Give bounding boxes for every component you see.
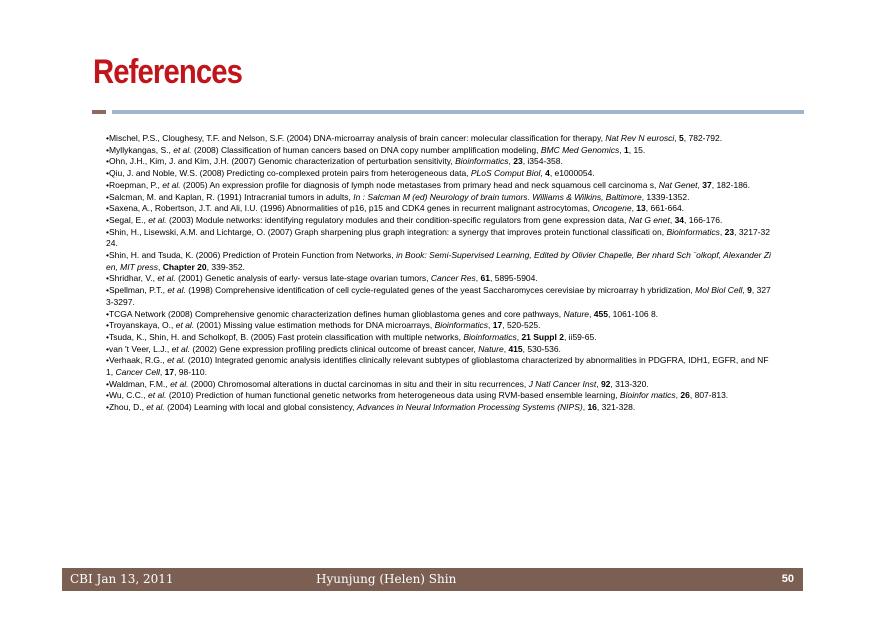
reference-text: (2001) Missing value estimation methods for DNA microarrays, (194, 320, 435, 331)
reference-italic: et al. (175, 320, 195, 331)
reference-italic: Bioinformatics (666, 226, 720, 237)
reference-text: , 98-110. (174, 367, 207, 378)
reference-text: •Myllykangas, S., (106, 144, 174, 155)
reference-item (106, 344, 772, 356)
reference-text: , (596, 378, 601, 389)
reference-italic: Cancer Cell (115, 367, 160, 378)
reference-text: •Verhaak, R.G., (106, 355, 168, 366)
reference-italic: Oncogene (592, 203, 632, 214)
reference-italic: J Natl Cancer Inst (528, 378, 597, 389)
reference-text: , (674, 133, 680, 143)
reference-text: (2010) Integrated genomic analysis identifies clinically relevant subtypes of glioblastoma characterized by abnormalities in PDGFRA, IDH1, EGFR, and NF1, (106, 355, 769, 378)
reference-item (106, 309, 772, 321)
reference-text: , (159, 367, 165, 378)
reference-bold: 23 (513, 156, 523, 167)
reference-bold: 16 (587, 402, 597, 413)
reference-italic: et al. (162, 179, 181, 190)
reference-bold: 61 (480, 273, 490, 284)
reference-item (106, 285, 772, 308)
reference-text: , (742, 285, 748, 296)
reference-text: •Shin, H., Lisewski, A.M. and Lichtarge, O. (2007) Graph sharpening plus graph integration: a synergy that improves protein functional classificati on, (106, 226, 667, 237)
reference-italic: et al. (173, 144, 192, 155)
reference-italic: Bioinformatics (463, 331, 517, 342)
reference-text: (2010) Prediction of human functional genetic networks from heterogeneous data using RVM-based ensemble learning, (166, 390, 620, 401)
reference-list (106, 133, 772, 414)
reference-italic: BMC Med Genomics (540, 144, 620, 155)
reference-italic: et al. (167, 285, 186, 296)
reference-text: , (619, 144, 624, 155)
reference-text: , (503, 343, 509, 354)
reference-bold: 17 (164, 367, 175, 378)
reference-text: •Saxena, A., Robertson, J.T. and Ali, I.U. (1996) Abnormalities of p16, p15 and CDK4 genes in recurrent malignant astrocytomas, (106, 203, 593, 214)
reference-text: •Mischel, P.S., Cloughesy, T.F. and Nelson, S.F. (2004) DNA-microarray analysis of brain cancer: molecular classification for therapy, (106, 133, 606, 143)
reference-item (106, 355, 772, 378)
reference-text: , 3217-3224. (106, 226, 771, 249)
reference-text: , (719, 226, 725, 237)
reference-italic: Mol Biol Cell (695, 285, 743, 296)
reference-text: , 182-186. (711, 179, 751, 190)
reference-italic: PLoS Comput Biol (470, 168, 541, 179)
reference-item (106, 145, 772, 157)
reference-italic: et al. (167, 355, 186, 366)
title-divider-left (92, 110, 106, 114)
reference-item (106, 192, 772, 204)
reference-italic: in Book: Semi-Supervised Learning, Edited by Olivier Chapelle, Ber nhard Sch ¨olkopf, Alexander Zien, MIT press (106, 250, 771, 272)
reference-text: , (157, 261, 163, 272)
reference-italic: Nat G enet (628, 214, 670, 225)
reference-text: •Tsuda, K., Shin, H. and Scholkopf, B. (2005) Fast protein classification with multiple networks, (106, 331, 464, 342)
reference-text: •van 't Veer, L.J., (106, 343, 172, 354)
footer-author: Hyunjung (Helen) Shin (316, 572, 457, 586)
slide-title: References (93, 53, 243, 91)
reference-italic: In : Salcman M (ed) Neurology of brain tumors. Williams & Wilkins, Baltimore (353, 191, 642, 202)
reference-text: , (516, 331, 522, 342)
reference-text: (2008) Classification of human cancers based on DNA copy number amplification modeling, (191, 144, 541, 155)
reference-text: , (582, 402, 588, 413)
reference-italic: et al. (157, 273, 176, 284)
reference-item (106, 332, 772, 344)
reference-text: , 166-176. (684, 214, 723, 225)
reference-text: •TCGA Network (2008) Comprehensive genomic characterization defines human glioblastoma genes and core pathways, (106, 308, 564, 319)
reference-text: , (508, 156, 514, 167)
reference-text: (2003) Module networks: identifying regulatory modules and their condition-specific regulators from gene expression data, (166, 214, 629, 225)
reference-bold: 5 (679, 133, 684, 143)
reference-text: , 321-328. (596, 402, 636, 413)
reference-item (106, 390, 772, 402)
reference-italic: et al. (171, 343, 190, 354)
reference-bold: 4 (545, 168, 550, 179)
reference-text: , 782-792. (683, 133, 723, 143)
reference-italic: et al. (170, 378, 189, 389)
reference-italic: Bioinformatics (455, 156, 509, 167)
reference-text: •Zhou, D., (106, 402, 147, 413)
reference-item (106, 273, 772, 285)
reference-italic: Advances in Neural Information Processing Systems (NIPS) (356, 402, 583, 413)
reference-bold: 1 (623, 144, 629, 155)
reference-text: (2000) Chromosomal alterations in ductal carcinomas in situ and their in situ recurrences, (188, 378, 529, 389)
reference-text: , 1339-1352. (641, 191, 690, 202)
reference-text: •Spellman, P.T., (106, 285, 168, 296)
reference-text: , 661-664. (645, 203, 685, 214)
reference-text: , 1061-106 8. (607, 308, 659, 319)
reference-bold: 23 (724, 226, 735, 237)
reference-text: , (589, 308, 594, 319)
reference-item (106, 227, 772, 250)
reference-bold: 26 (680, 390, 690, 401)
reference-bold: 415 (508, 343, 523, 354)
reference-italic: Nat Genet (658, 179, 698, 190)
reference-italic: et al. (146, 402, 165, 413)
reference-bold: 34 (674, 214, 685, 225)
reference-item (106, 215, 772, 227)
reference-text: •Shin, H. and Tsuda, K. (2006) Prediction of Protein Function from Networks, (106, 250, 397, 261)
reference-text: , (697, 179, 703, 190)
reference-text: , 5895-5904. (490, 273, 538, 284)
reference-text: •Troyanskaya, O., (106, 320, 176, 331)
reference-text: •Roepman, P., (106, 179, 163, 190)
reference-item (106, 133, 772, 145)
reference-bold: 13 (636, 203, 646, 214)
reference-text: , 807-813. (689, 390, 729, 401)
footer-bar (62, 568, 803, 591)
reference-bold: 455 (593, 308, 608, 319)
reference-text: •Shridhar, V., (106, 273, 158, 284)
reference-item (106, 320, 772, 332)
reference-italic: Nat Rev N eurosci (605, 133, 675, 143)
reference-text: , 339-352. (206, 261, 245, 272)
reference-text: •Waldman, F.M., (106, 378, 171, 389)
reference-text: •Salcman, M. and Kaplan, R. (1991) Intracranial tumors in adults, (106, 191, 354, 202)
reference-text: (2002) Gene expression profiling predicts clinical outcome of breast cancer, (190, 343, 479, 354)
reference-item (106, 180, 772, 192)
reference-italic: Cancer Res (430, 273, 476, 284)
reference-text: (2001) Genetic analysis of early- versus late-stage ovarian tumors, (175, 273, 431, 284)
reference-text: , (631, 203, 637, 214)
reference-item (106, 402, 772, 414)
reference-item (106, 203, 772, 215)
reference-text: •Wu, C.C., (106, 390, 149, 401)
reference-bold: 92 (600, 378, 611, 389)
reference-text: , i354-358. (522, 156, 563, 167)
reference-text: (1998) Comprehensive identification of cell cycle-regulated genes of the yeast Saccharomyces cerevisiae by microarray h ybridization, (185, 285, 696, 296)
reference-text: , ii59-65. (563, 331, 597, 342)
reference-text: •Ohn, J.H., Kim, J. and Kim, J.H. (2007) Genomic characterization of perturbation sensitivity, (106, 156, 456, 167)
reference-italic: et al. (148, 214, 167, 225)
reference-item (106, 168, 772, 180)
reference-item (106, 156, 772, 168)
footer-date: CBI Jan 13, 2011 (70, 572, 174, 586)
reference-text: , 530-536. (522, 343, 561, 354)
reference-text: , (675, 390, 681, 401)
reference-text: , (540, 168, 546, 179)
reference-text: , e1000054. (549, 168, 595, 179)
reference-text: (2005) An expression profile for diagnosis of lymph node metastases from primary head and neck squamous cell carcinoma s, (180, 179, 659, 190)
reference-bold: Chapter 20 (162, 261, 207, 272)
reference-bold: 17 (492, 320, 503, 331)
reference-text: •Segal, E., (106, 214, 149, 225)
title-divider-right (112, 110, 804, 114)
reference-text: , (488, 320, 493, 331)
reference-text: , (669, 214, 675, 225)
reference-text: , 313-320. (610, 378, 649, 389)
reference-text: , (475, 273, 481, 284)
reference-item (106, 250, 772, 273)
reference-text: , 3273-3297. (106, 285, 771, 307)
reference-bold: 21 Suppl 2 (521, 331, 564, 342)
reference-text: (2004) Learning with local and global consistency, (164, 402, 357, 413)
reference-text: •Qiu, J. and Noble, W.S. (2008) Predicting co-complexed protein pairs from heterogeneous data, (106, 168, 471, 179)
reference-bold: 37 (702, 179, 712, 190)
reference-italic: Nature (563, 308, 590, 319)
reference-item (106, 379, 772, 391)
reference-italic: Bioinformatics (434, 320, 489, 331)
reference-italic: Bioinfor matics (619, 390, 676, 401)
reference-text: , 15. (628, 144, 646, 155)
page-number: 50 (781, 573, 794, 585)
reference-text: , 520-525. (502, 320, 541, 331)
reference-italic: et al. (148, 390, 167, 401)
reference-bold: 9 (747, 285, 752, 296)
reference-italic: Nature (478, 343, 504, 354)
